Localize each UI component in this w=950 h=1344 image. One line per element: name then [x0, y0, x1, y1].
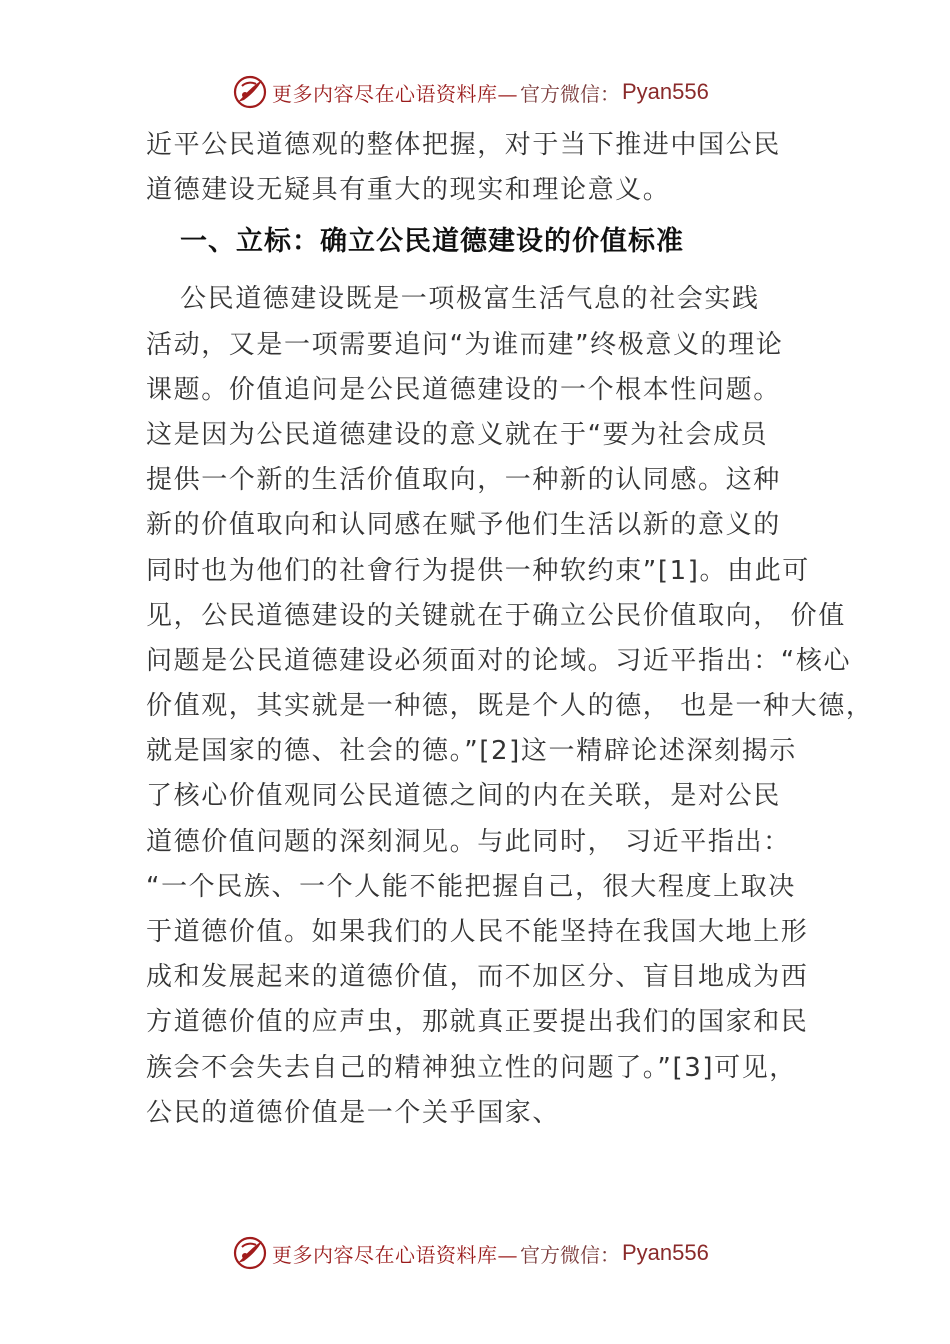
body-line: “一个民族、一个人能不能把握自己，很大程度上取决 [146, 871, 796, 902]
banner-wechat-label: 官方微信： [520, 1242, 620, 1267]
banner-wechat-label: 官方微信： [520, 81, 620, 106]
body-line: 活动，又是一项需要追问“为谁而建”终极意义的理论 [146, 329, 784, 360]
section-heading: 一、立标：确立公民道德建设的价值标准 [180, 226, 684, 258]
body-line: 族会不会失去自己的精神独立性的问题了。”[3]可见， [146, 1052, 797, 1083]
quill-logo-icon [232, 1235, 268, 1271]
body-line: 方道德价值的应声虫，那就真正要提出我们的国家和民 [146, 1007, 809, 1038]
body-line: 成和发展起来的道德价值，而不加区分、盲目地成为西 [146, 962, 809, 993]
body-line: 价值观，其实就是一种德，既是个人的德， 也是一种大德， [146, 691, 874, 722]
body-line: 问题是公民道德建设必须面对的论域。习近平指出：“核心 [146, 645, 852, 676]
body-line: 道德价值问题的深刻洞见。与此同时， 习近平指出： [146, 826, 791, 857]
body-line: 新的价值取向和认同感在赋予他们生活以新的意义的 [146, 510, 781, 541]
body-line: 提供一个新的生活价值取向，一种新的认同感。这种 [146, 465, 781, 496]
banner-text: 更多内容尽在心语资料库— [272, 81, 518, 106]
banner-account: Pyan556 [622, 1240, 709, 1265]
intro-line: 近平公民道德观的整体把握，对于当下推进中国公民 [146, 130, 781, 160]
body-line: 公民道德建设既是一项极富生活气息的社会实践 [180, 284, 760, 315]
intro-line: 道德建设无疑具有重大的现实和理论意义。 [146, 175, 671, 206]
document-body [146, 123, 874, 1136]
body-line: 见，公民道德建设的关键就在于确立公民价值取向， 价值 [146, 600, 846, 631]
header-banner[interactable] [232, 72, 732, 112]
body-line: 公民的道德价值是一个关乎国家、 [146, 1097, 561, 1128]
body-line: 课题。价值追问是公民道德建设的一个根本性问题。 [146, 374, 781, 405]
body-line: 就是国家的德、社会的德。”[2]这一精辟论述深刻揭示 [146, 736, 797, 767]
banner-text: 更多内容尽在心语资料库— [272, 1242, 518, 1267]
quill-logo-icon [232, 74, 268, 110]
banner-account: Pyan556 [622, 79, 709, 104]
body-line: 于道德价值。如果我们的人民不能坚持在我国大地上形 [146, 917, 809, 947]
body-line: 同时也为他们的社會行为提供一种软约束”[1]。由此可 [146, 555, 810, 586]
body-line: 了核心价值观同公民道德之间的内在关联，是对公民 [146, 781, 781, 812]
footer-banner[interactable] [232, 1233, 732, 1273]
body-line: 这是因为公民道德建设的意义就在于“要为社会成员 [146, 419, 769, 450]
